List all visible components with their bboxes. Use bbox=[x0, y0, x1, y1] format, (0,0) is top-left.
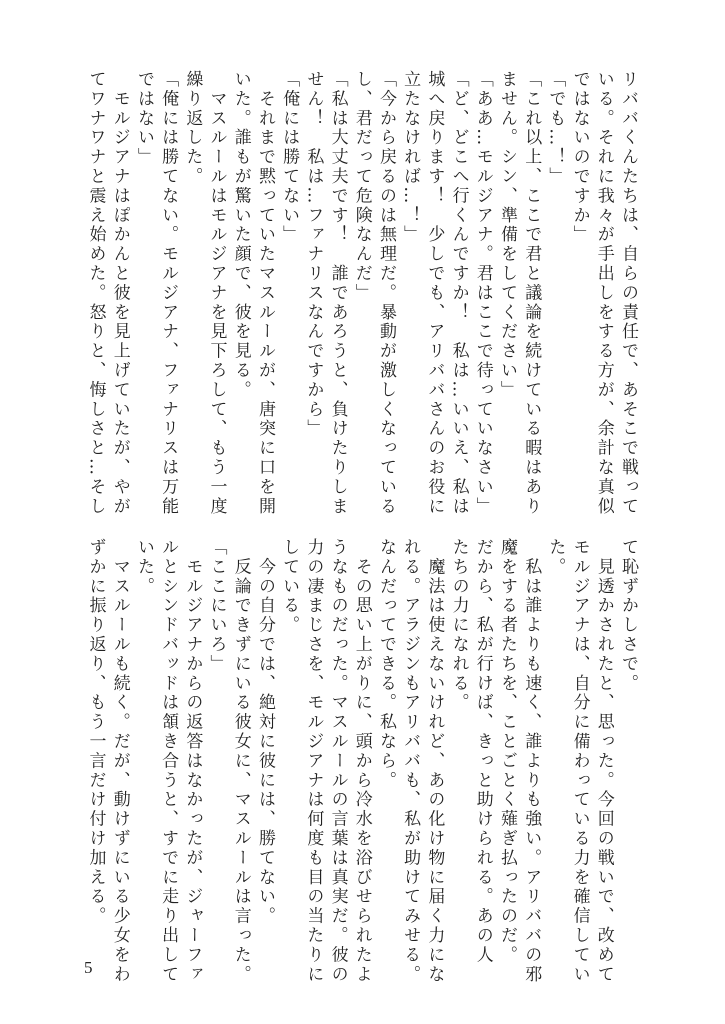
text-column: せん！ 私は…ファナリスなんですから」 bbox=[303, 70, 324, 439]
text-column: いる。それに我々が手出しをする方が、余計な真似 bbox=[593, 70, 614, 517]
page-number: 5 bbox=[84, 958, 93, 977]
text-column: 「ここにいろ」 bbox=[206, 538, 227, 674]
text-column: てワナワナと震え始めた。怒りと、悔しさと…そし bbox=[85, 70, 106, 517]
text-column: た。 bbox=[545, 538, 566, 577]
text-column: たちの力になれる。 bbox=[448, 538, 469, 713]
text-block-top bbox=[83, 70, 640, 517]
text-column: 魔法は使えないけれど、あの化け物に届く力にな bbox=[424, 538, 445, 985]
text-column: 「これ以上、ここで君と議論を続けている暇はあり bbox=[521, 70, 542, 517]
text-column: うなものだった。マスルールの言葉は真実だ。彼の bbox=[327, 538, 348, 985]
text-column: マスルールも続く。だが、動けずにいる少女をわ bbox=[109, 538, 130, 985]
text-column: 「ああ…モルジアナ。君はここで待っていなさい」 bbox=[472, 70, 493, 517]
text-column: 「俺には勝てない。モルジアナ、ファナリスは万能 bbox=[158, 70, 179, 517]
text-column: モルジアナからの返答はなかったが、ジャーファ bbox=[182, 538, 203, 985]
text-column: し、君だって危険なんだ」 bbox=[351, 70, 372, 303]
text-column: 私は誰よりも速く、誰よりも強い。アリババの邪 bbox=[521, 538, 542, 985]
text-column: 「ど、どこへ行くんですか！ 私は…いいえ、私は bbox=[448, 70, 469, 517]
text-column: 反論できずにいる彼女に、マスルールは言った。 bbox=[230, 538, 251, 985]
text-column: 「今から戻るのは無理だ。暴動が激しくなっている bbox=[375, 70, 396, 517]
text-column: ではない」 bbox=[133, 70, 154, 167]
text-column: 立たなければ…！」 bbox=[400, 70, 421, 245]
text-column: ません。シン、準備をしてください」 bbox=[496, 70, 517, 400]
text-column: 「でも…！」 bbox=[545, 70, 566, 187]
text-column: それまで黙っていたマスルールが、唐突に口を開 bbox=[254, 70, 275, 517]
text-column: て恥ずかしさで。 bbox=[618, 538, 638, 694]
text-column: している。 bbox=[279, 538, 300, 635]
text-column: 今の自分では、絶対に彼には、勝てない。 bbox=[254, 538, 275, 926]
text-column: モルジアナは、自分に備わっている力を確信してい bbox=[569, 538, 590, 985]
text-column: その思い上がりに、頭から冷水を浴びせられたよ bbox=[351, 538, 372, 985]
text-column: 「俺には勝てない」 bbox=[279, 70, 300, 245]
text-block-bottom bbox=[83, 538, 640, 985]
text-column: れる。アラジンもアリババも、私が助けてみせる。 bbox=[400, 538, 421, 985]
text-column: 魔をする者たちを、ことごとく薙ぎ払ったのだ。 bbox=[496, 538, 517, 965]
text-column: 城へ戻ります！ 少しでも、アリババさんのお役に bbox=[424, 70, 445, 517]
text-column: 見透かされたと、思った。今回の戦いで、改めて bbox=[593, 538, 614, 985]
text-column: マスルールはモルジアナを見下ろして、もう一度 bbox=[206, 70, 227, 517]
text-column: 繰り返した。 bbox=[182, 70, 203, 187]
text-column: いた。誰もが驚いた顔で、彼を見る。 bbox=[230, 70, 251, 400]
text-column: 「私は大丈夫です！ 誰であろうと、負けたりしま bbox=[327, 70, 348, 517]
text-column: ルとシンドバッドは頷き合うと、すでに走り出して bbox=[158, 538, 179, 985]
text-column: 力の凄まじさを、モルジアナは何度も目の当たりに bbox=[303, 538, 324, 985]
text-column: だから、私が行けば、きっと助けられる。あの人 bbox=[472, 538, 493, 965]
text-column: ではないのですか」 bbox=[569, 70, 590, 245]
text-column: なんだってできる。私なら。 bbox=[375, 538, 396, 791]
text-column: いた。 bbox=[133, 538, 154, 597]
text-column: モルジアナはぽかんと彼を見上げていたが、やが bbox=[109, 70, 130, 517]
text-column: ずかに振り返り、もう一言だけ付け加える。 bbox=[85, 538, 106, 926]
text-column: リババくんたちは、自らの責任で、あそこで戦って bbox=[618, 70, 638, 517]
